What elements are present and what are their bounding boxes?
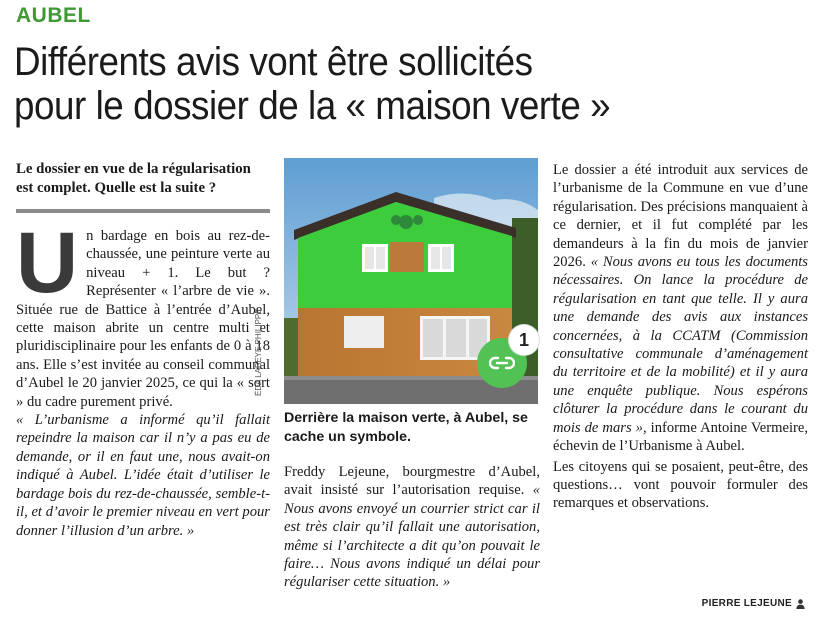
body-paragraph-4: Les citoyens qui se posaient, peut-être, des questions… vont pouvoir formuler des remarques et observations. (553, 458, 808, 512)
lead-question: Le dossier en vue de la régularisation est complet. Quelle est la suite ? (16, 161, 251, 196)
photo-caption: Derrière la maison verte, à Aubel, se cache un symbole. (284, 410, 528, 445)
link-icon (489, 356, 515, 370)
body-paragraph-3 (553, 161, 808, 456)
byline (702, 598, 805, 609)
column-1 (16, 160, 270, 540)
column-2 (284, 463, 540, 592)
drop-cap: U (16, 215, 79, 311)
body-quote-2: « Nous avons envoyé un courrier strict car il est très clair qu’il fallait une autorisation, même si l’architecte a dit qu’on pouvait le faire… Nous avons indiqué un délai pour régulariser cette situation. » (284, 482, 540, 591)
headline-line-1: Différents avis vont être sollicités (14, 40, 533, 84)
person-icon (796, 599, 805, 609)
body-quote-3: « Nous avons eu tous les documents nécessaires. On lance la procédure de régularisation en tant que telle. Il y aura une demande des avis aux instances concernées, à la CCATM (Commission consultative communale d’aménagement du territoire et de la mobilité) et il y aura une enquête publique. Nous espérons clôturer la procédure dans le courant du mois de mars » (553, 254, 808, 436)
body-paragraph-2-text: Freddy Lejeune, bourgmestre d’Aubel, avait insisté sur l’autorisation requise. (284, 464, 540, 499)
body-paragraph-1 (16, 215, 270, 411)
section-label: AUBEL (16, 4, 91, 27)
body-quote-1: « L’urbanisme a informé qu’il fallait repeindre la maison car il n’y a pas eu de demande, or il en faut une, nous avait-on indiqué à Aubel. L’idée était d’utiliser le bardage bois du rez-de-chaussée, semble-t-il, et d’avoir le premier niveau en vert pour donner l’illusion d’un arbre. » (16, 412, 270, 539)
body-paragraph-1-text: n bardage en bois au rez-de-chaussée, une peinture verte au niveau + 1. Le but ? Représenter « l’arbre de vie ». Située rue de Battice à l’entrée d’Aubel, cette maison abrite un centre multi et pluridisciplinaire pour les enfants de 0 à 18 ans. Elle s’est invitée au conseil communal d’Aubel le 20 janvier 2025, ce qui la « sort » du cadre purement privé. (16, 228, 270, 410)
lead-divider (16, 209, 270, 213)
column-3 (553, 161, 808, 513)
author-name: PIERRE LEJEUNE (701, 598, 792, 609)
body-paragraph-3-text: Le dossier a été introduit aux services de l’urbanisme de la Commune en vue d’une régularisation. Des précisions manquaient à ce dernier, et il fut complété par les demandeurs à la fin du mois de janvier 2026. (553, 162, 808, 271)
headline-line-2: pour le dossier de la « maison verte » (14, 84, 611, 128)
body-paragraph-3-end: , informe Antoine Vermeire, échevin de l’Urbanisme à Aubel. (553, 419, 808, 455)
photo-credit: ÉDA LABEYE PHILIPPE (254, 308, 263, 396)
headline (14, 40, 741, 128)
link-count-badge: 1 (509, 325, 539, 355)
body-paragraph-2 (284, 463, 540, 592)
